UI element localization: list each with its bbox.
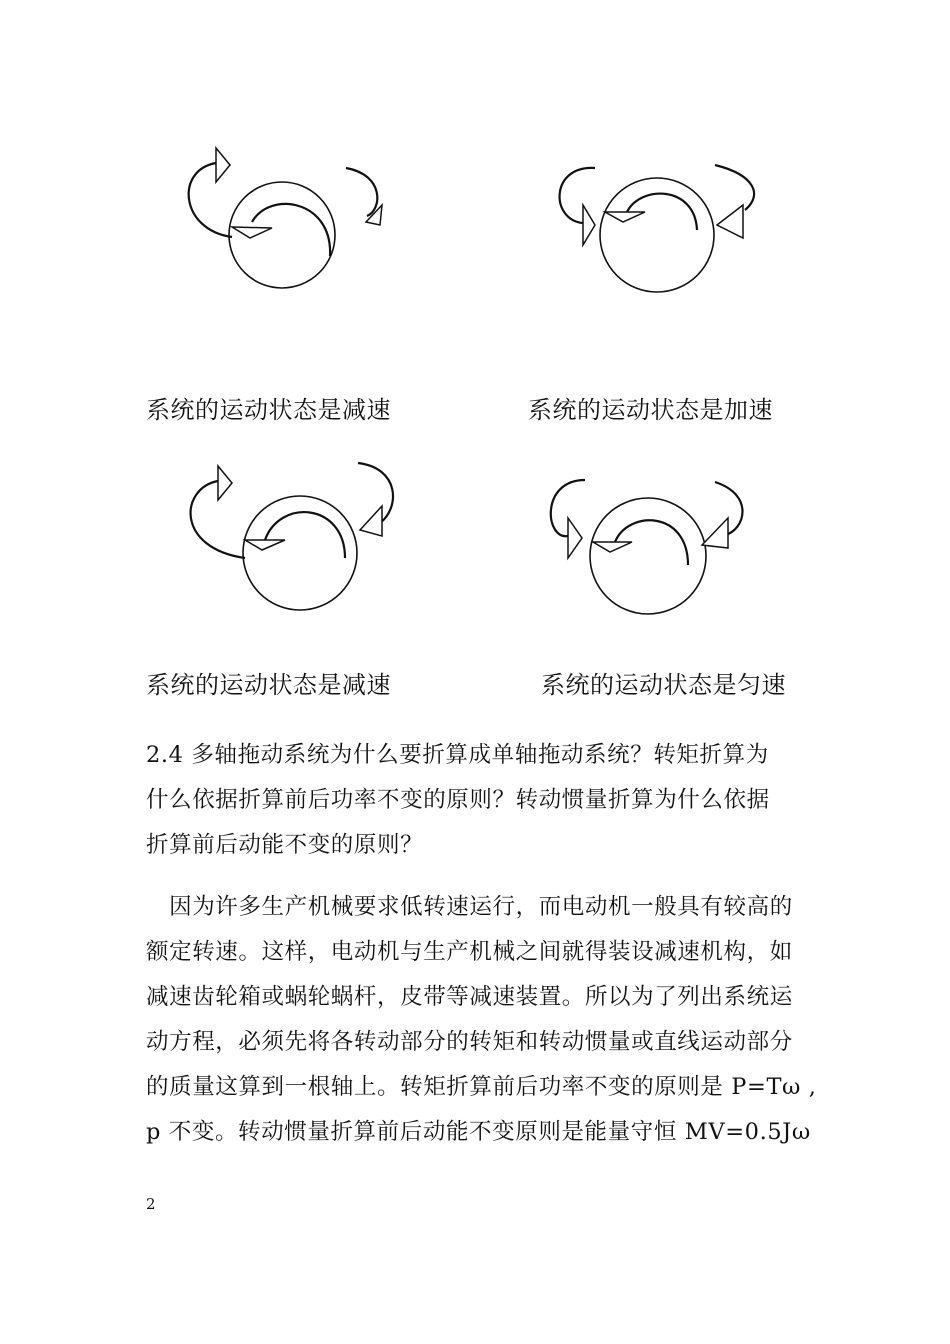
figure-caption-1: 系统的运动状态是减速 (146, 396, 391, 424)
answer-line: 因为许多生产机械要求低转速运行，而电动机一般具有较高的 (146, 894, 793, 920)
figure-caption-2: 系统的运动状态是加速 (528, 396, 773, 424)
answer-paragraph (146, 885, 817, 1155)
motion-diagram-2 (545, 150, 785, 310)
question-line: 2.4 多轴拖动系统为什么要折算成单轴拖动系统？转矩折算为 (146, 742, 769, 768)
answer-line: 减速齿轮箱或蜗轮蜗杆，皮带等减速装置。所以为了列出系统运 (146, 984, 793, 1010)
question-line: 什么依据折算前后功率不变的原则？转动惯量折算为什么依据 (146, 787, 770, 813)
answer-line: p 不变。转动惯量折算前后动能不变原则是能量守恒 MV=0.5Jω (146, 1119, 811, 1145)
figure-caption-3: 系统的运动状态是减速 (146, 671, 391, 699)
motion-diagram-3 (170, 448, 410, 628)
motion-diagram-1 (170, 130, 410, 310)
answer-line: 动方程，必须先将各转动部分的转矩和转动惯量或直线运动部分 (146, 1029, 793, 1055)
answer-line: 额定转速。这样，电动机与生产机械之间就得装设减速机构，如 (146, 939, 793, 965)
question-line: 折算前后动能不变的原则？ (146, 832, 424, 858)
page-number: 2 (146, 1195, 156, 1213)
answer-line: 的质量这算到一根轴上。转矩折算前后功率不变的原则是 P=Tω , (146, 1074, 817, 1100)
figure-caption-4: 系统的运动状态是匀速 (541, 671, 786, 699)
question-paragraph (146, 733, 810, 868)
motion-diagram-4 (540, 470, 780, 630)
